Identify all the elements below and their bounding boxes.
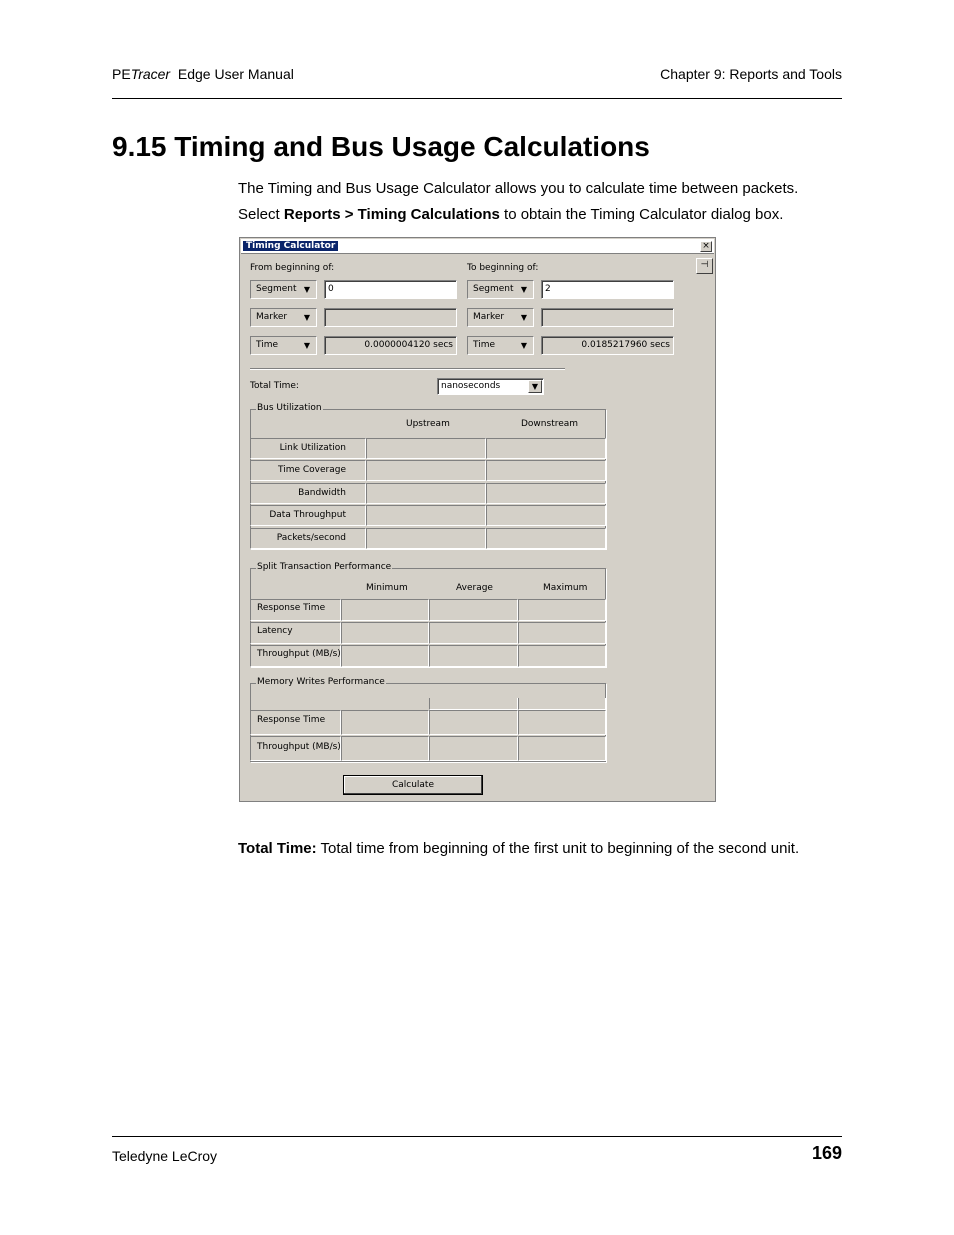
mwp-min-cell [341,710,429,735]
bu-downstream-cell [486,528,606,549]
mwp-max-cell [518,710,606,735]
from-time-value: 0.0000004120 secs [324,336,457,355]
to-time-dropdown[interactable]: Time ▼ [467,336,534,355]
bu-row-label: Link Utilization [279,443,346,453]
to-segment-dropdown[interactable]: Segment ▼ [467,280,534,299]
bu-downstream-cell [486,505,606,526]
to-marker-input[interactable] [541,308,674,327]
header-rule [112,98,842,99]
total-time-note: Total Time: Total time from beginning of the first unit to beginning of the second unit. [238,840,800,857]
total-time-unit-select[interactable]: nanoseconds ▼ [437,378,544,395]
from-marker-input[interactable] [324,308,457,327]
running-header-title: PETracer Edge User Manual [112,66,294,82]
mwp-header-cell [518,698,606,710]
col-minimum: Minimum [366,583,408,593]
dialog-titlebar [241,239,714,254]
bu-upstream-cell [366,505,486,526]
memory-writes-legend: Memory Writes Performance [257,677,385,687]
chevron-down-icon: ▼ [520,313,528,322]
dialog-title: Timing Calculator [243,241,338,251]
mwp-max-cell [518,736,606,761]
stp-min-cell [341,645,429,667]
chevron-down-icon: ▼ [303,313,311,322]
from-marker-dropdown[interactable]: Marker ▼ [250,308,317,327]
footer-rule [112,1136,842,1137]
col-downstream: Downstream [521,419,579,429]
stp-max-cell [518,622,606,644]
bu-downstream-cell [486,460,606,481]
stp-row-label: Throughput (MB/s) [257,649,341,659]
bu-row-label: Bandwidth [298,488,346,498]
bu-downstream-cell [486,483,606,504]
page-number: 169 [811,1143,842,1163]
bu-upstream-cell [366,438,486,459]
bu-row-label: Data Throughput [269,510,346,520]
intro-line-2: Select Reports > Timing Calculations to obtain the Timing Calculator dialog box. [238,206,784,223]
col-maximum: Maximum [543,583,588,593]
chevron-down-icon: ▼ [520,285,528,294]
chevron-down-icon: ▼ [528,380,542,393]
split-transaction-legend: Split Transaction Performance [257,562,392,572]
close-icon[interactable]: × [700,241,712,252]
divider [250,368,565,370]
stp-min-cell [341,622,429,644]
to-label: To beginning of: [467,263,539,273]
stp-row-label: Latency [257,626,293,636]
bu-row-label: Packets/second [276,533,346,543]
stp-max-cell [518,599,606,621]
from-segment-dropdown[interactable]: Segment ▼ [250,280,317,299]
timing-calculator-dialog [239,237,716,802]
col-upstream: Upstream [406,419,450,429]
col-average: Average [456,583,493,593]
stp-max-cell [518,645,606,667]
mwp-row-label: Throughput (MB/s) [257,742,341,752]
bu-upstream-cell [366,528,486,549]
bu-downstream-cell [486,438,606,459]
chevron-down-icon: ▼ [303,341,311,350]
section-title: 9.15 Timing and Bus Usage Calculations [112,131,650,162]
stp-avg-cell [429,622,518,644]
from-label: From beginning of: [250,263,335,273]
mwp-row-label: Response Time [257,715,326,725]
stp-row-label: Response Time [257,603,326,613]
bu-upstream-cell [366,460,486,481]
from-time-dropdown[interactable]: Time ▼ [250,336,317,355]
stp-avg-cell [429,645,518,667]
chevron-down-icon: ▼ [520,341,528,350]
mwp-avg-cell [429,736,518,761]
intro-line-1: The Timing and Bus Usage Calculator allows you to calculate time between packets. [238,180,799,197]
stp-min-cell [341,599,429,621]
footer-company: Teledyne LeCroy [112,1148,218,1164]
stp-avg-cell [429,599,518,621]
to-time-value: 0.0185217960 secs [541,336,674,355]
total-time-label: Total Time: [250,381,299,391]
running-header-chapter: Chapter 9: Reports and Tools [660,66,842,82]
calculate-button[interactable]: Calculate [343,775,483,795]
from-segment-input[interactable]: 0 [324,280,457,299]
mwp-avg-cell [429,710,518,735]
mwp-header-cell [429,698,518,710]
to-marker-dropdown[interactable]: Marker ▼ [467,308,534,327]
pin-icon[interactable]: ⊣ [696,258,713,274]
bu-row-label: Time Coverage [277,465,346,475]
bus-utilization-legend: Bus Utilization [257,403,322,413]
to-segment-input[interactable]: 2 [541,280,674,299]
bu-upstream-cell [366,483,486,504]
chevron-down-icon: ▼ [303,285,311,294]
mwp-min-cell [341,736,429,761]
